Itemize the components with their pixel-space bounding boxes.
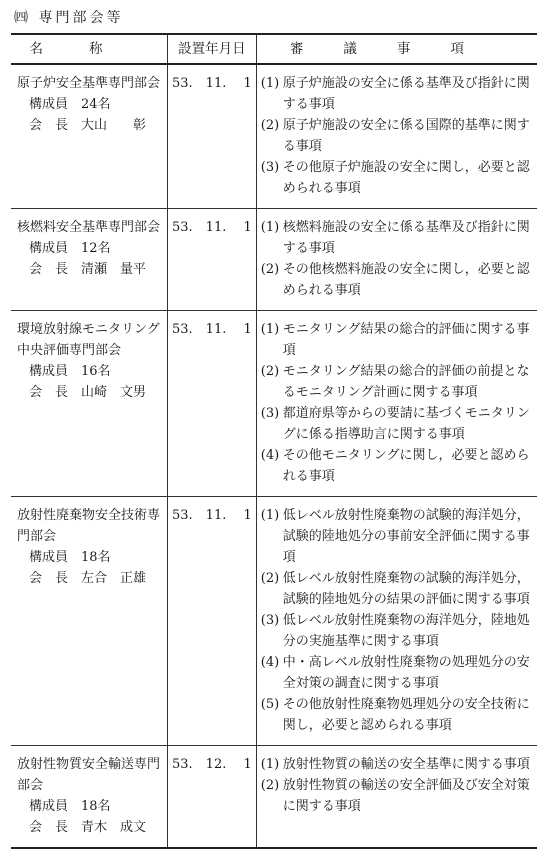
item-text: 放射性物質の輸送の安全評価及び安全対策に関する事項	[282, 778, 530, 814]
item-text: 都道府県等からの要請に基づくモニタリングに係る指導助言に関する事項	[282, 406, 530, 442]
committee-cell	[11, 497, 168, 746]
item-number: (4)	[260, 448, 280, 463]
item-number: (1)	[260, 322, 280, 337]
list-item	[261, 568, 533, 610]
item-text: 低レベル放射性廃棄物の海洋処分，陸地処分の実施基準に関する事項	[282, 613, 530, 649]
list-item	[261, 694, 533, 736]
item-text: その他放射性廃棄物処理処分の安全技術に関し，必要と認められる事項	[282, 697, 530, 733]
list-item	[261, 361, 533, 403]
item-text: その他核燃料施設の安全に関し，必要と認められる事項	[282, 262, 530, 298]
deliberation-items	[256, 497, 537, 746]
established-date: 53. 11. 1	[168, 311, 257, 497]
column-header-items: 審議事項	[256, 34, 537, 64]
item-text: 放射性物質の輸送の安全基準に関する事項	[282, 757, 530, 772]
list-item	[261, 775, 533, 817]
column-header-name: 名称	[11, 34, 168, 64]
list-item	[261, 754, 533, 775]
deliberation-items	[256, 311, 537, 497]
table-row	[11, 497, 537, 746]
table-body	[11, 64, 537, 848]
committee-name: 核燃料安全基準専門部会	[17, 220, 161, 235]
deliberation-items	[256, 746, 537, 849]
committee-name: 環境放射線モニタリング中央評価専門部会	[17, 322, 160, 358]
committee-members: 構成員 12名	[29, 241, 111, 256]
item-number: (3)	[260, 406, 280, 421]
list-item	[261, 73, 533, 115]
table-row	[11, 746, 537, 849]
established-date: 53. 11. 1	[168, 64, 257, 209]
committee-members: 構成員 24名	[29, 97, 111, 112]
committee-members: 構成員 16名	[29, 364, 111, 379]
item-number: (1)	[260, 220, 280, 235]
item-number: (1)	[260, 508, 280, 523]
list-item	[261, 157, 533, 199]
item-number: (1)	[260, 757, 280, 772]
deliberation-items	[256, 64, 537, 209]
committee-name: 放射性廃棄物安全技術専門部会	[17, 508, 161, 544]
list-item	[261, 115, 533, 157]
committee-members: 構成員 18名	[29, 550, 111, 565]
table-row	[11, 209, 537, 311]
item-text: 原子炉施設の安全に係る基準及び指針に関する事項	[282, 76, 530, 112]
list-item	[261, 319, 533, 361]
item-number: (1)	[260, 76, 280, 91]
item-text: その他原子炉施設の安全に関し，必要と認められる事項	[282, 160, 530, 196]
list-item	[261, 505, 533, 568]
item-number: (2)	[260, 118, 280, 133]
item-text: 低レベル放射性廃棄物の試験的海洋処分，試験的陸地処分の結果の評価に関する事項	[282, 571, 530, 607]
established-date: 53. 11. 1	[168, 497, 257, 746]
list-item	[261, 217, 533, 259]
established-date: 53. 11. 1	[168, 209, 257, 311]
committee-cell	[11, 746, 168, 849]
list-item	[261, 610, 533, 652]
committee-chair: 会 長 山崎 文男	[29, 385, 147, 400]
committee-name: 原子炉安全基準専門部会	[17, 76, 161, 91]
list-item	[261, 445, 533, 487]
table-row	[11, 311, 537, 497]
item-number: (5)	[260, 697, 280, 712]
section-heading: ㈣ 専門部会等	[14, 10, 124, 26]
committee-chair: 会 長 大山 彰	[29, 118, 147, 133]
item-number: (3)	[260, 613, 280, 628]
committee-name: 放射性物質安全輸送専門部会	[17, 757, 161, 793]
item-text: 原子炉施設の安全に係る国際的基準に関する事項	[282, 118, 530, 154]
table-header-row	[11, 34, 537, 64]
committee-cell	[11, 209, 168, 311]
committee-cell	[11, 64, 168, 209]
established-date: 53. 12. 1	[168, 746, 257, 849]
list-item	[261, 259, 533, 301]
item-text: モニタリング結果の総合的評価に関する事項	[282, 322, 530, 358]
committee-cell	[11, 311, 168, 497]
deliberation-items	[256, 209, 537, 311]
committee-chair: 会 長 青木 成文	[29, 820, 147, 835]
committee-members: 構成員 18名	[29, 799, 111, 814]
item-number: (2)	[260, 778, 280, 793]
item-text: 中・高レベル放射性廃棄物の処理処分の安全対策の調査に関する事項	[282, 655, 530, 691]
column-header-date: 設置年月日	[168, 34, 257, 64]
committee-chair: 会 長 左合 正雄	[29, 571, 147, 586]
item-text: 低レベル放射性廃棄物の試験的海洋処分，試験的陸地処分の事前安全評価に関する事項	[282, 508, 530, 565]
item-text: その他モニタリングに関し，必要と認められる事項	[282, 448, 530, 484]
item-number: (3)	[260, 160, 280, 175]
list-item	[261, 403, 533, 445]
item-number: (2)	[260, 364, 280, 379]
item-number: (4)	[260, 655, 280, 670]
committee-chair: 会 長 清瀬 量平	[29, 262, 147, 277]
committee-table	[11, 33, 537, 849]
item-number: (2)	[260, 571, 280, 586]
item-text: 核燃料施設の安全に係る基準及び指針に関する事項	[282, 220, 530, 256]
item-number: (2)	[260, 262, 280, 277]
item-text: モニタリング結果の総合的評価の前提となるモニタリング計画に関する事項	[282, 364, 530, 400]
list-item	[261, 652, 533, 694]
table-row	[11, 64, 537, 209]
